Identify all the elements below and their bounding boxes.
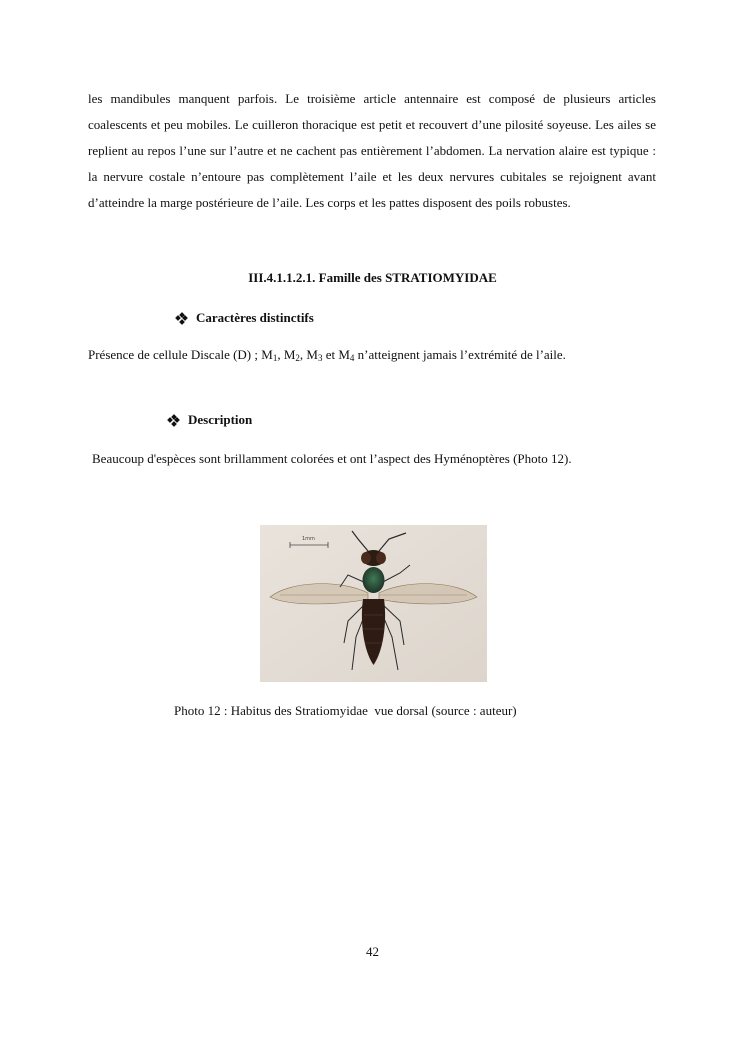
page-number: 42: [366, 944, 379, 959]
subheading-description-label: Description: [188, 412, 253, 427]
subheading-distinctive-label: Caractères distinctifs: [196, 310, 314, 325]
section-heading: III.4.1.1.2.1. Famille des STRATIOMYIDAE: [248, 270, 497, 285]
photo-caption: Photo 12 : Habitus des Stratiomyidae vue dorsal (source : auteur): [174, 703, 517, 718]
subheading-description: [168, 412, 252, 428]
insect-photo: [260, 525, 487, 682]
distinctive-text: Présence de cellule Discale (D) ; $M_1$, $M_2$, $M_3$ et $M_4$ n’atteignent jamais l’extrémité de l’aile.: [88, 347, 566, 363]
body-paragraph: les mandibules manquent parfois. Le troisième article antennaire est composé de plusieurs articles coalescents et peu mobiles. Le cuilleron thoracique est petit et recouvert d’une pilosité soyeuse. Les ailes se replient au repos l’une sur l’autre et ne cachent pas entièrement l’abdomen. La nervation alaire est typique : la nervure costale n’entoure pas complètement l’aile et les deux nervures cubitales se rejoignent avant d’atteindre la marge postérieure de l’aile. Les corps et les pattes disposent des poils robustes.: [88, 91, 656, 210]
diamond-bullet-icon: [168, 415, 179, 426]
subheading-distinctive: [176, 310, 314, 326]
scale-bar-label: 1mm: [302, 536, 315, 542]
diamond-bullet-icon: [176, 313, 187, 324]
description-text: Beaucoup d'espèces sont brillamment colorées et ont l’aspect des Hyménoptères (Photo 12).: [92, 451, 572, 466]
